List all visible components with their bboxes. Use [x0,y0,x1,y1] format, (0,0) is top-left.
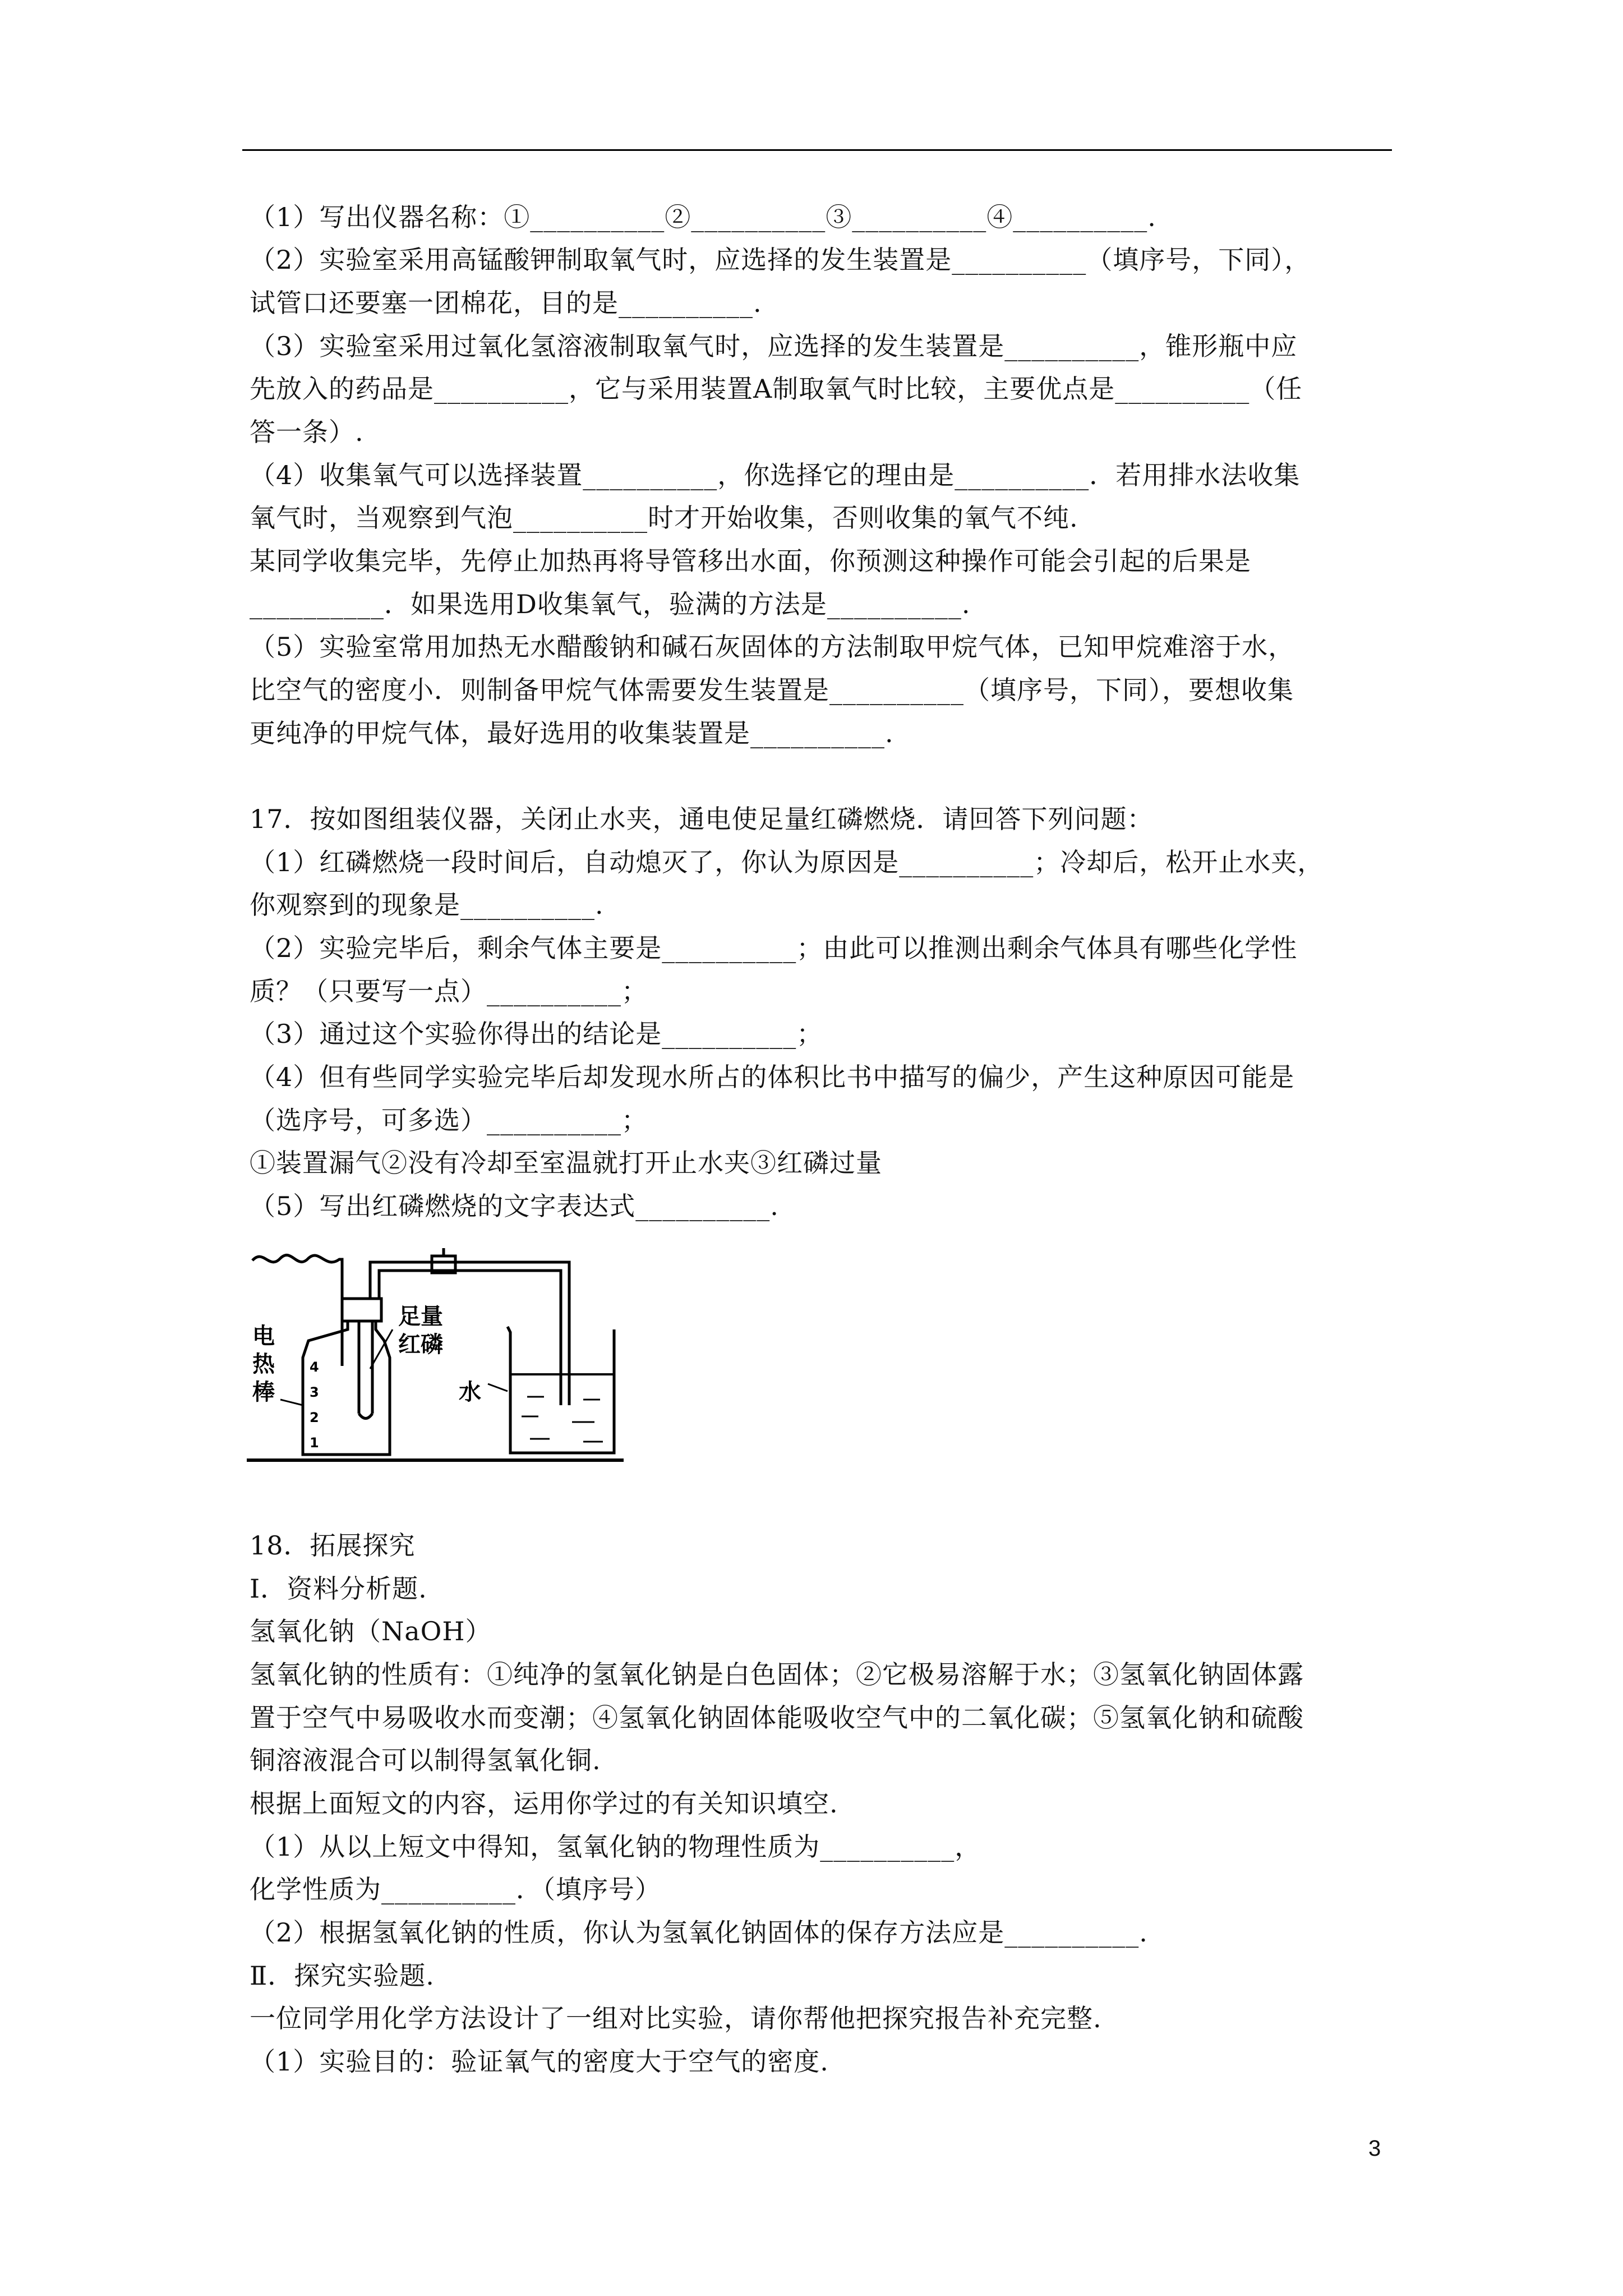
text-line: 氧气时，当观察到气泡__________时才开始收集，否则收集的氧气不纯. [250,503,1078,533]
text-line: （2）实验完毕后，剩余气体主要是__________；由此可以推测出剩余气体具有哪些化学性 [250,933,1298,963]
text-line: 你观察到的现象是__________. [250,890,604,920]
text-line: （1）实验目的：验证氧气的密度大于空气的密度. [250,2046,829,2077]
power-wire [252,1255,342,1366]
heating-rod [359,1321,372,1419]
scale-mark: 1 [310,1435,319,1451]
text-line: （4）收集氧气可以选择装置__________，你选择它的理由是__________．若用排水法收集 [250,460,1301,490]
question-18-title: 18．拓展探究 [250,1530,416,1561]
question-17-title: 17．按如图组装仪器，关闭止水夹，通电使足量红磷燃烧．请回答下列问题： [250,804,1154,834]
text-line: （2）根据氢氧化钠的性质，你认为氢氧化钠固体的保存方法应是__________. [250,1917,1148,1948]
text-line: 更纯净的甲烷气体，最好选用的收集装置是__________. [250,718,894,748]
text-line: （选序号，可多选）__________； [250,1105,648,1135]
text-line: Ⅱ．探究实验题. [250,1961,435,1991]
text-line: 氢氧化钠（NaOH） [250,1616,492,1646]
text-line: 试管口还要塞一团棉花，目的是__________. [250,288,762,318]
text-line: （3）通过这个实验你得出的结论是__________； [250,1019,823,1049]
text-line: 比空气的密度小．则制备甲烷气体需要发生装置是__________（填序号，下同），要想收集 [250,675,1294,705]
text-line: （2）实验室采用高锰酸钾制取氧气时，应选择的发生装置是__________（填序号，下同）， [250,245,1311,275]
phosphorus-apparatus-figure [247,1237,628,1478]
text-line: （3）实验室采用过氧化氢溶液制取氧气时，应选择的发生装置是__________，锥形瓶中应 [250,331,1298,361]
text-line: （1）从以上短文中得知，氢氧化钠的物理性质为__________， [250,1832,981,1862]
text-line: （4）但有些同学实验完毕后却发现水所占的体积比书中描写的偏少，产生这种原因可能是 [250,1062,1295,1092]
text-line: 根据上面短文的内容，运用你学过的有关知识填空. [250,1788,838,1819]
label-phosphorus-2: 红磷 [398,1332,443,1358]
text-line: 某同学收集完毕，先停止加热再将导管移出水面，你预测这种操作可能会引起的后果是 [250,546,1251,576]
text-line: 答一条）. [250,417,364,447]
page-number: 3 [1368,2136,1381,2161]
text-line: 铜溶液混合可以制得氢氧化铜. [250,1745,601,1775]
text-line: Ⅰ．资料分析题. [250,1573,427,1604]
text-line: （1）写出仪器名称：①__________②__________③__________④__________. [250,202,1156,232]
text-line: （5）实验室常用加热无水醋酸钠和碱石灰固体的方法制取甲烷气体，已知甲烷难溶于水， [250,632,1295,662]
text-line: 化学性质为__________．（填序号） [250,1874,661,1904]
scale-mark: 3 [310,1384,319,1400]
header-rule [242,149,1392,151]
text-line: 置于空气中易吸收水而变潮；④氢氧化钠固体能吸收空气中的二氧化碳；⑤氢氧化钠和硫酸 [250,1703,1304,1733]
label-rod-1: 电 [252,1323,275,1349]
scale-mark: 2 [310,1410,319,1425]
rubber-stopper [342,1299,381,1321]
text-line: 一位同学用化学方法设计了一组对比实验，请你帮他把探究报告补充完整. [250,2003,1102,2033]
text-line: 先放入的药品是__________，它与采用装置A制取氧气时比较，主要优点是__________（任 [250,374,1303,404]
text-line: ①装置漏气②没有冷却至室温就打开止水夹③红磷过量 [250,1148,882,1178]
text-line: 氢氧化钠的性质有：①纯净的氢氧化钠是白色固体；②它极易溶解于水；③氢氧化钠固体露 [250,1659,1304,1690]
label-water: 水 [459,1379,481,1405]
label-rod-3: 棒 [252,1379,275,1405]
scale-mark: 4 [310,1359,319,1375]
text-line: （1）红磷燃烧一段时间后，自动熄灭了，你认为原因是__________；冷却后，松开止水夹， [250,847,1324,877]
label-rod-2: 热 [252,1351,275,1377]
label-phosphorus-1: 足量 [398,1304,443,1329]
text-line: （5）写出红磷燃烧的文字表达式__________. [250,1191,779,1221]
text-line: 质？（只要写一点）__________； [250,976,648,1006]
text-line: __________．如果选用D收集氧气，验满的方法是__________. [250,589,971,619]
